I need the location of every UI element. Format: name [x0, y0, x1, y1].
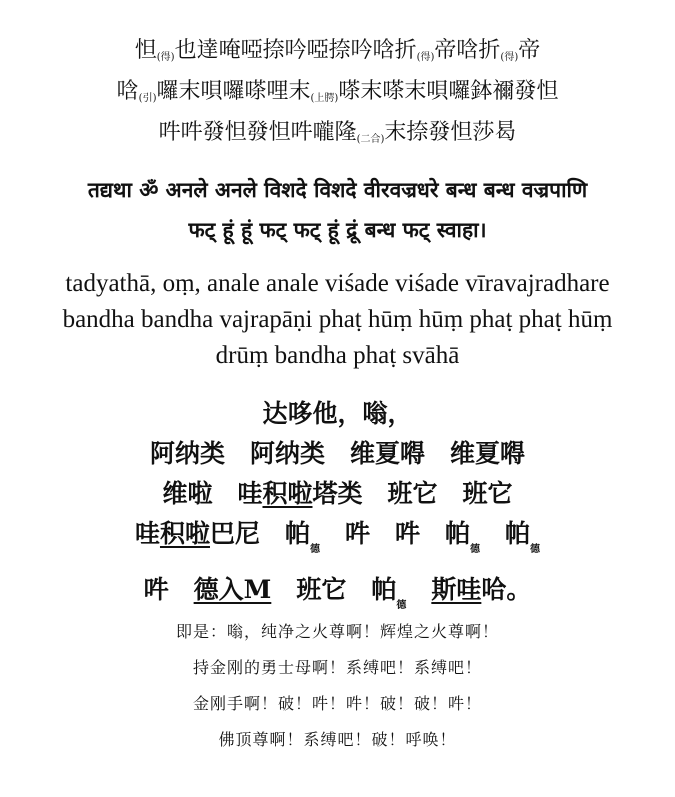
modern-text	[406, 575, 431, 604]
classical-text: 唅	[116, 79, 139, 104]
modern-annotation: 德	[396, 600, 407, 611]
modern-line-3	[0, 474, 675, 514]
modern-text: 吽 吽 帕	[320, 519, 471, 548]
classical-chinese-transliteration	[0, 34, 675, 157]
translation-line-2: 持金刚的勇士母啊！系缚吧！系缚吧！	[192, 658, 482, 677]
romanized-transliteration	[0, 266, 675, 374]
classical-text: 末捺發怛莎曷	[384, 120, 517, 145]
modern-text: 巴尼 帕	[209, 519, 310, 548]
devanagari-text	[0, 170, 675, 250]
modern-text: 哇	[134, 519, 160, 548]
modern-annotation: 德	[530, 544, 541, 555]
classical-text: 帝	[518, 38, 541, 63]
classical-annotation: (得)	[416, 52, 435, 63]
classical-text: 帝唅折	[434, 38, 501, 63]
romanized-line-1: tadyathā, oṃ, anale anale viśade viśade vīravajradhare	[65, 270, 610, 297]
classical-annotation: (上腭)	[310, 93, 339, 104]
classical-text: 怛	[134, 38, 157, 63]
translation-line-3: 金刚手啊！破！吽！吽！破！破！吽！	[192, 694, 482, 713]
classical-text: 也達唵啞捺吟啞捺吟唅折	[174, 38, 417, 63]
modern-line-4	[0, 514, 675, 570]
translation-line-4: 佛顶尊啊！系缚吧！破！呼唤！	[218, 730, 457, 749]
classical-annotation: (引)	[138, 93, 157, 104]
translation-line-1: 即是：嗡，纯净之火尊啊！辉煌之火尊啊！	[175, 622, 499, 641]
modern-underlined-text: 斯哇	[431, 575, 482, 604]
devanagari-line-2: फट् हूं हूं फट् फट् हूं द्रूं बन्ध फट् स्वाहा।	[188, 218, 487, 242]
classical-line-2	[0, 75, 675, 116]
classical-annotation: (得)	[500, 52, 519, 63]
classical-annotation: (二合)	[356, 134, 385, 145]
classical-line-3	[0, 116, 675, 157]
classical-text: 嗏末嗏末唄囉鉢禰發怛	[338, 79, 559, 104]
modern-chinese-transliteration	[0, 394, 675, 626]
modern-text: 帕	[480, 519, 531, 548]
chinese-translation	[0, 614, 675, 758]
modern-text: 班它 帕	[271, 575, 397, 604]
romanized-line-2: bandha bandha vajrapāṇi phaṭ hūṃ hūṃ phaṭ phaṭ hūṃ	[62, 306, 613, 333]
classical-annotation: (得)	[156, 52, 175, 63]
classical-line-1	[0, 34, 675, 75]
modern-underlined-text: 积啦	[262, 479, 313, 508]
classical-text: 吽吽發怛發怛吽嚨隆	[158, 120, 357, 145]
modern-text: 吽	[143, 575, 194, 604]
modern-annotation: 德	[470, 544, 481, 555]
modern-text: 塔类 班它 班它	[312, 479, 513, 508]
modern-line-2: 阿纳类 阿纳类 维夏嘚 维夏嘚	[149, 439, 525, 468]
modern-underlined-text: 德入M	[193, 575, 272, 604]
modern-line-1: 达哆他，嗡，	[262, 399, 413, 428]
devanagari-line-1: तद्यथा ॐ अनले अनले विशदे विशदे वीरवज्रधरे बन्ध बन्ध वज्रपाणि	[87, 178, 588, 202]
classical-text: 囉末唄囉嗏哩末	[156, 79, 311, 104]
modern-underlined-text: 积啦	[159, 519, 210, 548]
modern-text: 维啦 哇	[162, 479, 263, 508]
romanized-line-3: drūṃ bandha phaṭ svāhā	[215, 342, 460, 369]
modern-annotation: 德	[310, 544, 320, 555]
modern-text: 哈。	[481, 575, 532, 604]
